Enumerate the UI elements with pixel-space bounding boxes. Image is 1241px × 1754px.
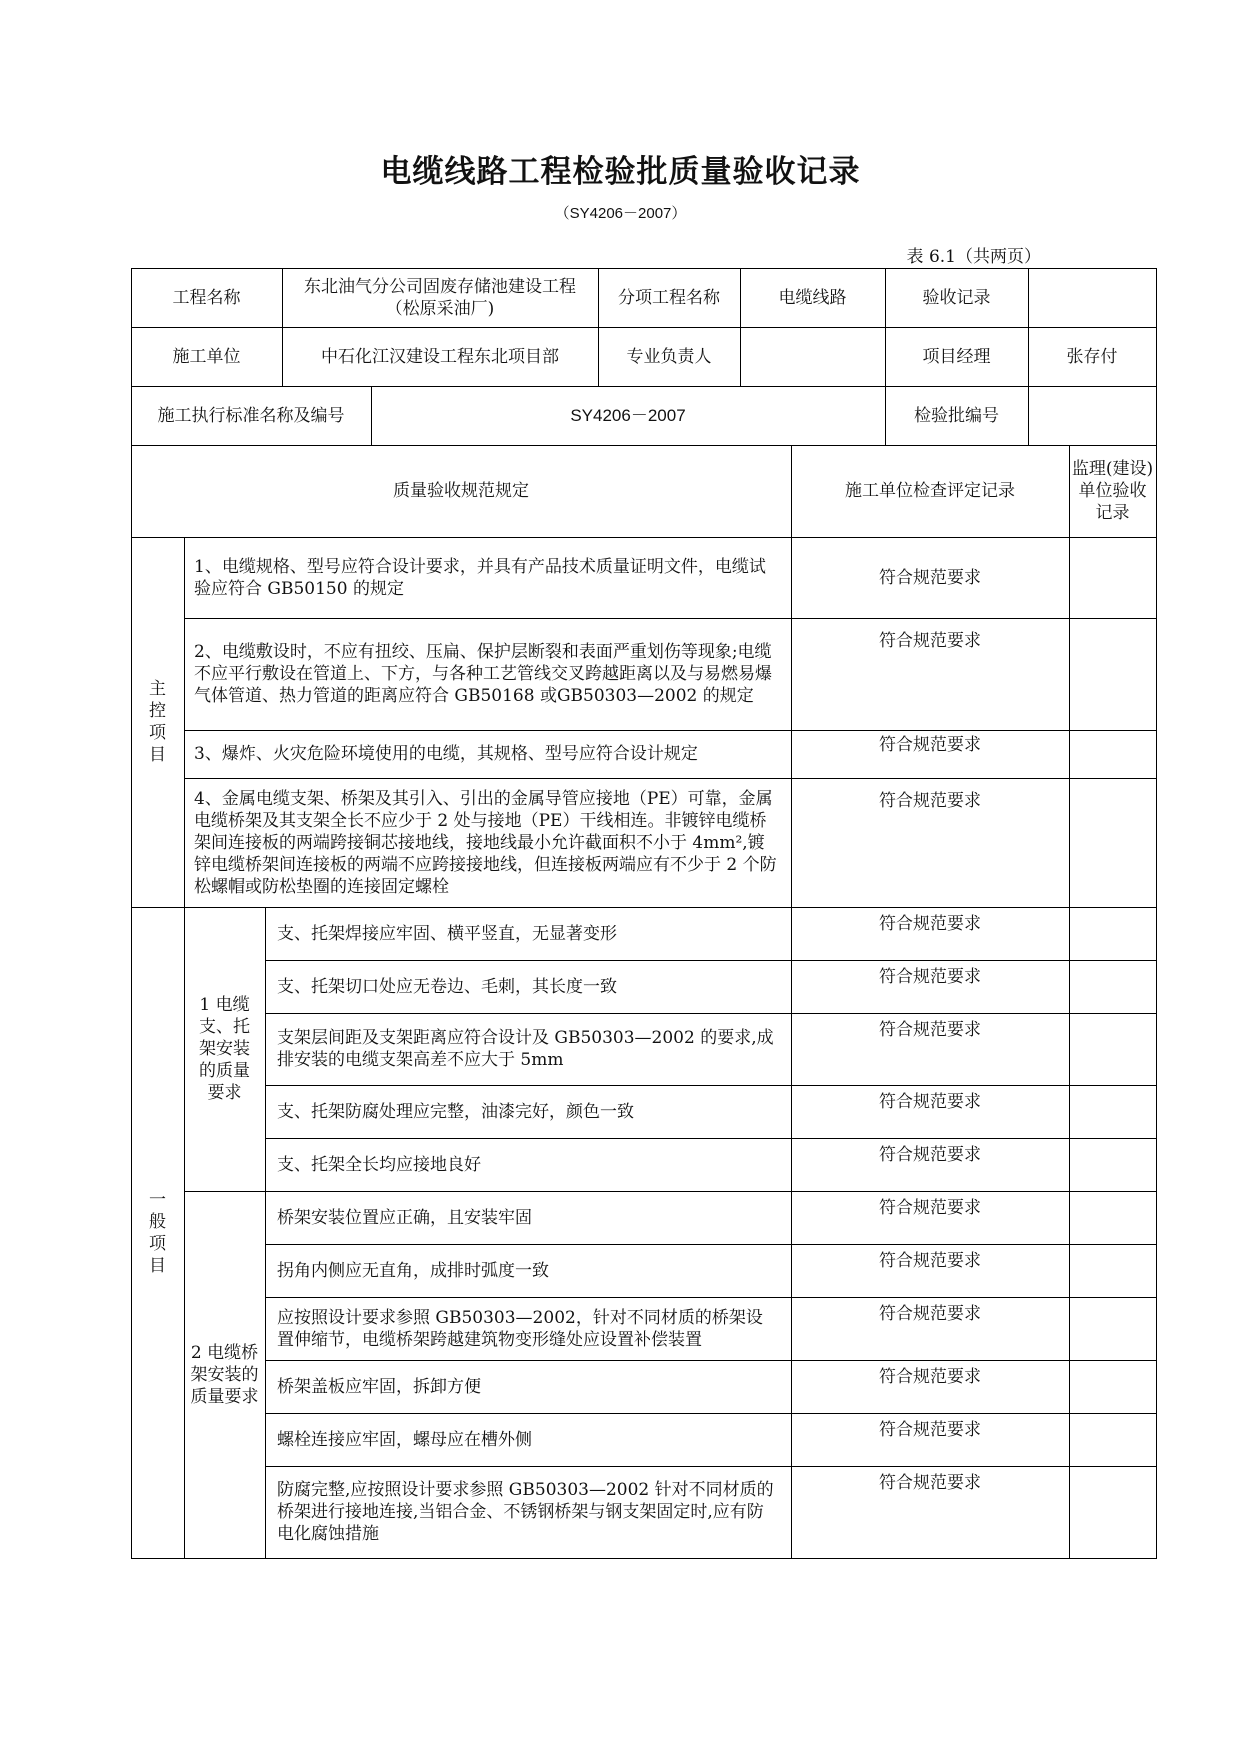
tray-row-3: 应按照设计要求参照 GB50303—2002，针对不同材质的桥架设置伸缩节，电缆桥架跨越建筑物变形缝处应设置补偿装置 <box>277 1307 763 1350</box>
bracket-result-3: 符合规范要求 <box>879 1020 981 1040</box>
main-item-row-1: 1、电缆规格、型号应符合设计要求，并具有产品技术质量证明文件，电缆试验应符合 GB50150 的规定 <box>194 556 766 599</box>
tray-row-2: 拐角内侧应无直角，成排时弧度一致 <box>277 1260 549 1281</box>
contractor-value: 中石化江汉建设工程东北项目部 <box>321 346 559 367</box>
page-title: 电缆线路工程检验批质量验收记录 <box>380 154 861 190</box>
bracket-row-2: 支、托架切口处应无卷边、毛刺，其长度一致 <box>277 976 617 997</box>
specialist-value <box>740 327 885 386</box>
main-item-row-4: 4、金属电缆支架、桥架及其引入、引出的金属导管应接地（PE）可靠，金属电缆桥架及其支架全长不应少于 2 处与接地（PE）干线相连。非镀锌电缆桥架间连接板的两端跨接铜芯接地线，接地线最小允许截面积不小于 4mm²,镀锌电缆桥架间连接板的两端不应跨接接地线，但连接板两端应有不少于 2 个防松螺帽或防松垫圈的连接固定螺栓 <box>194 788 777 897</box>
table-page-note: 表 6.1（共两页） <box>906 247 1041 267</box>
general-group-2-label: 2 电缆桥架安装的质量要求 <box>190 1342 259 1407</box>
sub-project-label: 分项工程名称 <box>618 287 720 308</box>
main-item-row-2: 2、电缆敷设时，不应有扭绞、压扁、保护层断裂和表面严重划伤等现象;电缆不应平行敷设在管道上、下方，与各种工艺管线交叉跨越距离以及与易燃易爆气体管道、热力管道的距离应符合 GB50168 或GB50303—2002 的规定 <box>194 642 772 706</box>
project-name-label: 工程名称 <box>172 287 241 308</box>
bracket-row-3: 支架层间距及支架距离应符合设计及 GB50303—2002 的要求,成排安装的电缆支架高差不应大于 5mm <box>277 1028 774 1070</box>
tray-result-3: 符合规范要求 <box>879 1304 981 1324</box>
main-item-result-3: 符合规范要求 <box>879 735 981 755</box>
standard-value: SY4206－2007 <box>570 405 686 425</box>
contractor-check-column-header: 施工单位检查评定记录 <box>845 481 1015 501</box>
standard-subtitle: （SY4206－2007） <box>554 205 687 222</box>
tray-result-6: 符合规范要求 <box>879 1473 981 1493</box>
batch-number-label: 检验批编号 <box>914 405 999 426</box>
batch-number-value <box>1028 386 1156 445</box>
tray-result-4: 符合规范要求 <box>879 1367 981 1387</box>
contractor-label: 施工单位 <box>172 346 241 367</box>
main-item-result-1: 符合规范要求 <box>879 567 981 588</box>
main-items-label: 主控项目 <box>149 679 166 765</box>
project-manager-value: 张存付 <box>1066 346 1118 367</box>
specialist-label: 专业负责人 <box>626 346 712 367</box>
bracket-result-4: 符合规范要求 <box>879 1092 981 1112</box>
spec-column-header: 质量验收规范规定 <box>393 481 529 501</box>
main-item-result-2: 符合规范要求 <box>879 631 981 651</box>
general-group-1-label: 1 电缆支、托架安装的质量要求 <box>199 995 250 1103</box>
supervisor-check-column-header: 监理(建设)单位验收记录 <box>1071 459 1154 523</box>
main-item-result-4: 符合规范要求 <box>879 791 981 811</box>
bracket-row-4: 支、托架防腐处理应完整，油漆完好，颜色一致 <box>277 1101 634 1122</box>
bracket-result-1: 符合规范要求 <box>879 914 981 934</box>
tray-row-1: 桥架安装位置应正确，且安装牢固 <box>277 1207 532 1228</box>
tray-result-1: 符合规范要求 <box>879 1198 981 1218</box>
tray-result-5: 符合规范要求 <box>879 1420 981 1440</box>
bracket-result-2: 符合规范要求 <box>879 967 981 987</box>
main-item-row-3: 3、爆炸、火灾危险环境使用的电缆，其规格、型号应符合设计规定 <box>194 744 698 764</box>
tray-row-6: 防腐完整,应按照设计要求参照 GB50303—2002 针对不同材质的桥架进行接地连接,当铝合金、不锈钢桥架与钢支架固定时,应有防电化腐蚀措施 <box>277 1480 774 1544</box>
bracket-row-1: 支、托架焊接应牢固、横平竖直，无显著变形 <box>277 923 617 944</box>
bracket-result-5: 符合规范要求 <box>879 1145 981 1165</box>
tray-result-2: 符合规范要求 <box>879 1251 981 1271</box>
standard-label: 施工执行标准名称及编号 <box>157 405 345 426</box>
sub-project-value: 电缆线路 <box>778 287 847 308</box>
tray-row-5: 螺栓连接应牢固，螺母应在槽外侧 <box>277 1429 532 1450</box>
bracket-row-5: 支、托架全长均应接地良好 <box>277 1154 481 1175</box>
acceptance-record-label: 验收记录 <box>922 287 991 308</box>
general-items-label: 一般项目 <box>149 1189 166 1276</box>
acceptance-record-table <box>131 0 1157 1560</box>
project-name-value: 东北油气分公司固废存储池建设工程（松原采油厂) <box>304 276 576 319</box>
acceptance-record-value <box>1028 268 1156 327</box>
project-manager-label: 项目经理 <box>922 346 991 367</box>
tray-row-4: 桥架盖板应牢固，拆卸方便 <box>277 1376 481 1397</box>
